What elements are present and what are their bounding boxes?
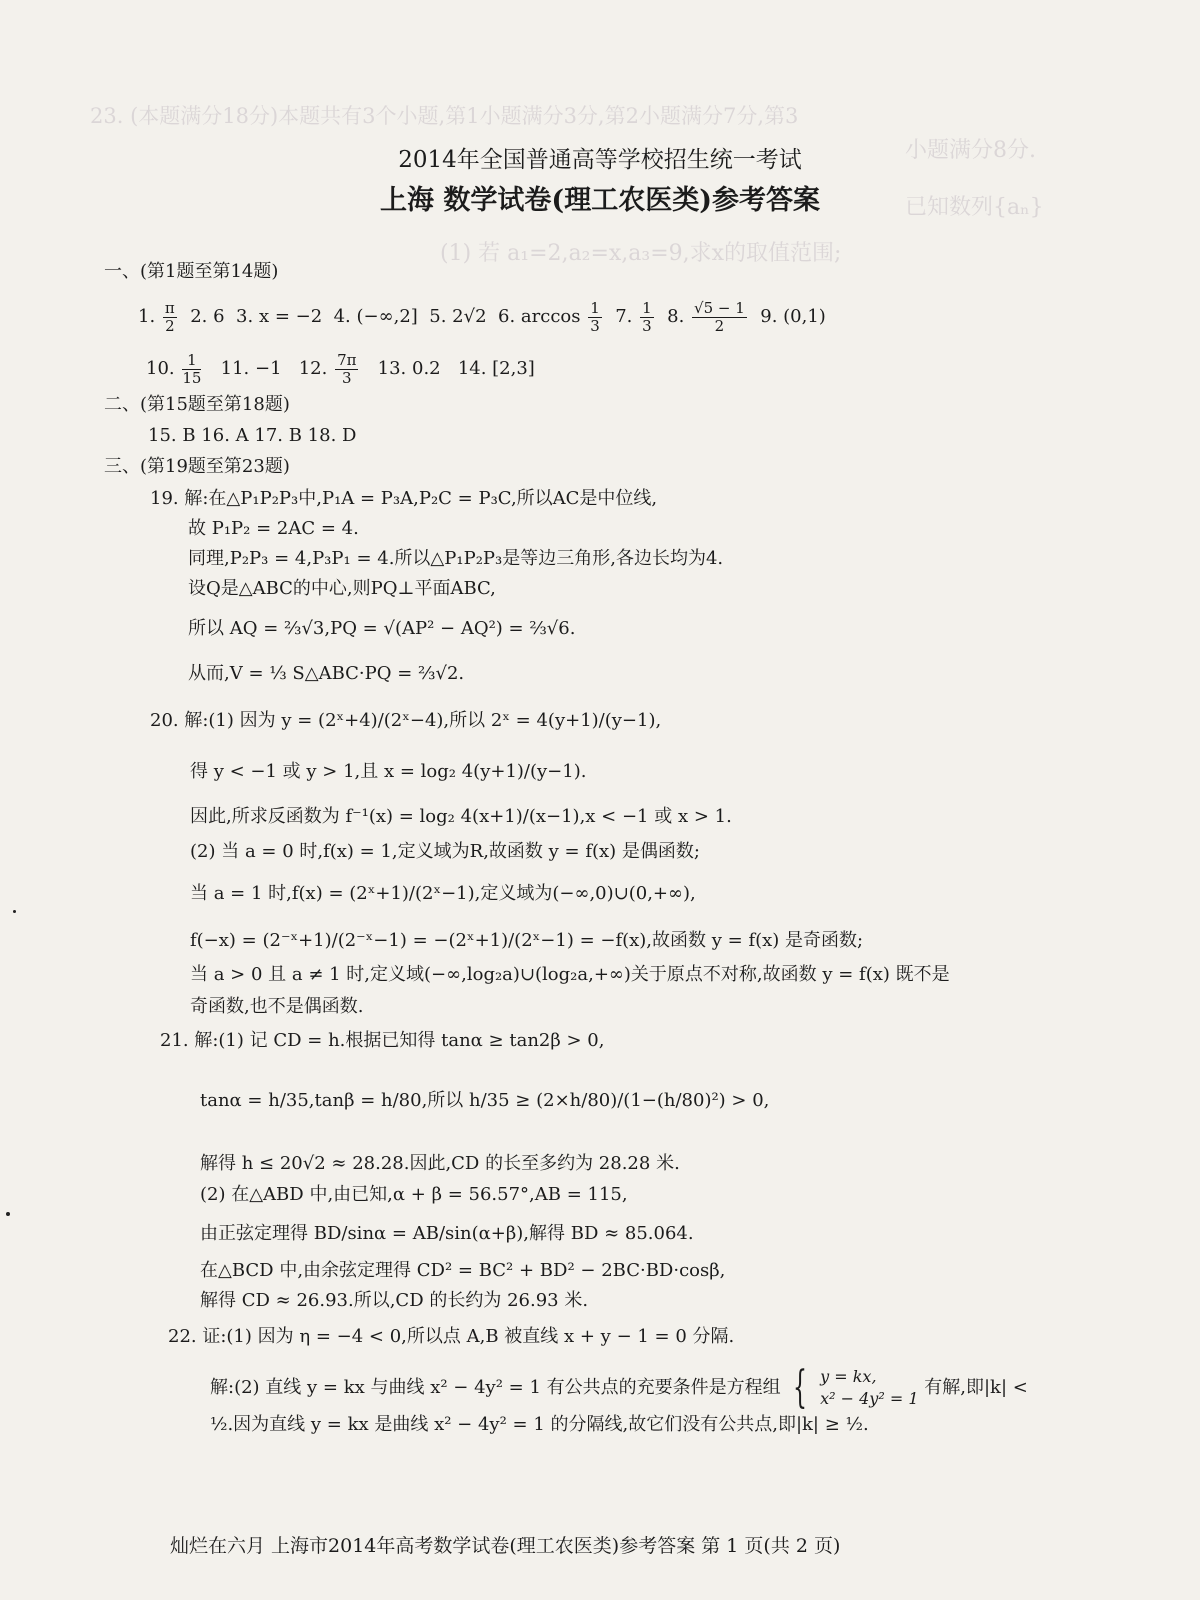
- speck: [6, 1212, 10, 1216]
- q19-line-4: 设Q是△ABC的中心,则PQ⊥平面ABC,: [188, 578, 496, 599]
- brace-symbol: {: [793, 1362, 808, 1413]
- answer-10-fraction: $\frac{1}{15}$: [182, 351, 202, 387]
- answer-3: 3. x = −2: [236, 306, 323, 327]
- q20-line-3: 因此,所求反函数为 f⁻¹(x) = log₂ 4(x+1)/(x−1),x < −1 或 x > 1.: [190, 806, 732, 827]
- q22-line-3: ½.因为直线 y = kx 是曲线 x² − 4y² = 1 的分隔线,故它们没有公共点,即|k| ≥ ½.: [210, 1414, 869, 1435]
- answer-7-fraction: $\frac{1}{3}$: [642, 299, 652, 335]
- answer-5: 5. 2√2: [429, 306, 487, 327]
- bleed-line-4: (1) 若 a₁=2,a₂=x,a₃=9,求x的取值范围;: [440, 241, 842, 266]
- q21-line-2: tanα = h/35,tanβ = h/80,所以 h/35 ≥ (2×h/80)/(1−(h/80)²) > 0,: [200, 1090, 770, 1111]
- bleed-line-3: 已知数列{aₙ}: [905, 195, 1044, 220]
- q19-line-5: 所以 AQ = ⅔√3,PQ = √(AP² − AQ²) = ⅔√6.: [188, 618, 576, 639]
- page-footer: 灿烂在六月 上海市2014年高考数学试卷(理工农医类)参考答案 第 1 页(共 2 页): [170, 1535, 841, 1557]
- equation-system: y = kx, x² − 4y² = 1: [820, 1367, 919, 1408]
- bleed-line-2: 小题满分8分.: [905, 138, 1036, 163]
- q21-line-1: 21. 解:(1) 记 CD = h.根据已知得 tanα ≥ tan2β > 0,: [160, 1030, 605, 1051]
- answer-row-3: 15. B 16. A 17. B 18. D: [148, 425, 357, 446]
- section-heading-2: 二、(第15题至第18题): [104, 394, 290, 415]
- answer-4: 4. (−∞,2]: [333, 306, 418, 327]
- bleed-line-1: 23. (本题满分18分)本题共有3个小题,第1小题满分3分,第2小题满分7分,第3: [90, 104, 799, 128]
- answer-1-label: 1.: [138, 306, 156, 327]
- q19-line-6: 从而,V = ⅓ S△ABC·PQ = ⅔√2.: [188, 663, 465, 684]
- answer-12-label: 12.: [298, 358, 328, 379]
- q22-line-2-tail: 有解,即|k| <: [924, 1377, 1028, 1398]
- answer-14: 14. [2,3]: [457, 358, 535, 379]
- section-heading-3: 三、(第19题至第23题): [104, 456, 290, 477]
- q21-line-6: 在△BCD 中,由余弦定理得 CD² = BC² + BD² − 2BC·BD·cosβ,: [200, 1260, 726, 1281]
- q21-line-7: 解得 CD ≈ 26.93.所以,CD 的长约为 26.93 米.: [200, 1290, 589, 1311]
- q20-line-5: 当 a = 1 时,f(x) = (2ˣ+1)/(2ˣ−1),定义域为(−∞,0)∪(0,+∞),: [190, 883, 696, 904]
- answer-7-label: 7.: [615, 306, 633, 327]
- answer-12-fraction: $\frac{7\pi}{3}$: [337, 351, 357, 387]
- q20-line-1: 20. 解:(1) 因为 y = (2ˣ+4)/(2ˣ−4),所以 2ˣ = 4(y+1)/(y−1),: [150, 710, 662, 731]
- answer-6-fraction: $\frac{1}{3}$: [590, 299, 600, 335]
- q19-line-2: 故 P₁P₂ = 2AC = 4.: [188, 518, 359, 539]
- q19-line-1: 19. 解:在△P₁P₂P₃中,P₁A = P₃A,P₂C = P₃C,所以AC是中位线,: [150, 488, 658, 509]
- answer-9: 9. (0,1): [760, 306, 826, 327]
- answer-row-1: [138, 300, 826, 334]
- q21-line-5: 由正弦定理得 BD/sinα = AB/sin(α+β),解得 BD ≈ 85.064.: [200, 1223, 694, 1244]
- answer-13: 13. 0.2: [377, 358, 441, 379]
- q20-line-2: 得 y < −1 或 y > 1,且 x = log₂ 4(y+1)/(y−1).: [190, 761, 587, 782]
- answer-10-label: 10.: [146, 358, 175, 379]
- q22-line-2-text: 解:(2) 直线 y = kx 与曲线 x² − 4y² = 1 有公共点的充要条件是方程组: [210, 1377, 781, 1398]
- answer-row-2: [146, 352, 535, 386]
- exam-title: 2014年全国普通高等学校招生统一考试: [398, 147, 802, 173]
- answer-8-label: 8.: [667, 306, 685, 327]
- page-title: 上海 数学试卷(理工农医类)参考答案: [380, 185, 820, 216]
- q21-line-4: (2) 在△ABD 中,由已知,α + β = 56.57°,AB = 115,: [200, 1184, 628, 1205]
- speck: [13, 910, 16, 913]
- answer-6-label: 6. arccos: [498, 306, 581, 327]
- q19-line-3: 同理,P₂P₃ = 4,P₃P₁ = 4.所以△P₁P₂P₃是等边三角形,各边长均为4.: [188, 548, 724, 569]
- q21-line-3: 解得 h ≤ 20√2 ≈ 28.28.因此,CD 的长至多约为 28.28 米.: [200, 1153, 680, 1174]
- q20-line-4: (2) 当 a = 0 时,f(x) = 1,定义域为R,故函数 y = f(x) 是偶函数;: [190, 841, 700, 862]
- answer-11: 11. −1: [220, 358, 282, 379]
- answer-1-fraction: $\frac{\pi}{2}$: [164, 299, 175, 335]
- q22-line-2: [210, 1362, 1028, 1413]
- q22-line-1: 22. 证:(1) 因为 η = −4 < 0,所以点 A,B 被直线 x + y − 1 = 0 分隔.: [168, 1326, 735, 1347]
- answer-8-fraction: $\frac{√5 - 1}{2}$: [694, 299, 745, 335]
- section-heading-1: 一、(第1题至第14题): [104, 261, 279, 282]
- q20-line-7: 当 a > 0 且 a ≠ 1 时,定义域(−∞,log₂a)∪(log₂a,+∞)关于原点不对称,故函数 y = f(x) 既不是: [190, 964, 950, 985]
- q20-line-8: 奇函数,也不是偶函数.: [190, 996, 364, 1017]
- answer-2: 2. 6: [190, 306, 225, 327]
- q20-line-6: f(−x) = (2⁻ˣ+1)/(2⁻ˣ−1) = −(2ˣ+1)/(2ˣ−1) = −f(x),故函数 y = f(x) 是奇函数;: [190, 930, 864, 951]
